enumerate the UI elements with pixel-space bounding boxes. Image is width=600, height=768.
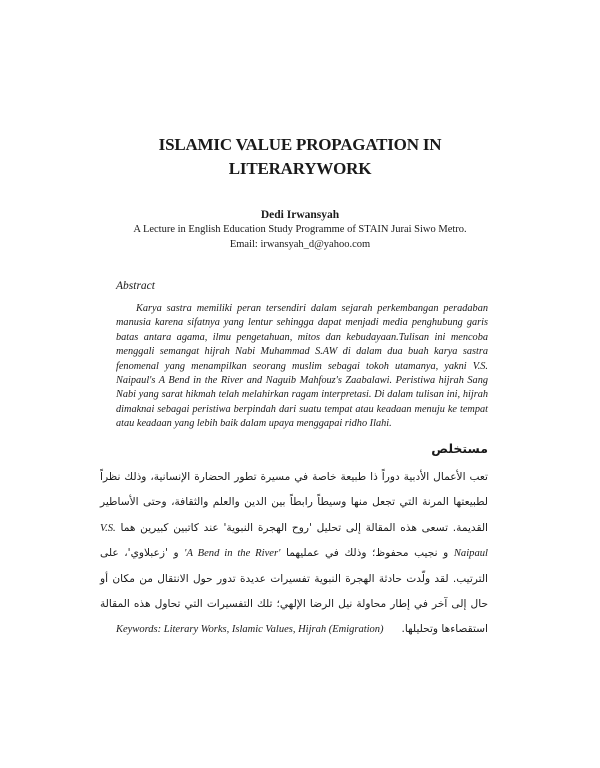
arabic-abstract-latin-author: V.S. Naipaul (100, 522, 488, 560)
author-name: Dedi Irwansyah (260, 209, 340, 221)
title-line-2: LITERARYWORK (228, 159, 372, 178)
arabic-abstract-body (100, 465, 488, 643)
keywords: Keywords: Literary Works, Islamic Values, Hijrah (Emigration) (116, 624, 384, 635)
author-affiliation: A Lecture in English Education Study Programme of STAIN Jurai Siwo Metro. (133, 224, 467, 235)
arabic-abstract-latin-title: 'A Bend in the River' (184, 548, 281, 560)
abstract-heading: Abstract (116, 280, 155, 292)
paper-title (60, 133, 540, 181)
arabic-abstract-part-3: و 'زعبلاوي'، على الترتيب. لقد ولّدت حادثة الهجرة النبوية تفسيرات عديدة تدور حول الانتقال من مكان أو حال إلى آخر في إطار محاولة نيل الرضا الإلهي؛ تلك التفسيرات التي تحاول هذه المقالة استقصاءها وتحليلها. (100, 547, 488, 636)
abstract-body: Karya sastra memiliki peran tersendiri dalam sejarah perkembangan peradaban manusia karena sifatnya yang lentur sehingga dapat menjadi media penghubung garis batas antara agama, ilmu pengetahuan, mitos dan kebudayaan.Tulisan ini mencoba menggali semangat hijrah Nabi Muhammad S.AW di dalam dua buah karya sastra fenomenal yang menampilkan seorang muslim sebagai tokoh utamanya, yakni V.S. Naipaul's A Bend in the River and Naguib Mahfouz's Zaabalawi. Peristiwa hijrah Sang Nabi yang sarat hikmah telah melahirkan ragam interpretasi. Di dalam tulisan ini, hijrah dimaknai sebagai peristiwa berpindah dari suatu tempat atau keadaan menuju ke tempat atau keadaan yang lebih baik dalam upaya menggapai ridho Ilahi. (116, 303, 488, 430)
title-line-1: ISLAMIC VALUE PROPAGATION IN (158, 135, 442, 154)
arabic-abstract-heading: مستخلص (431, 441, 488, 456)
author-email: Email: irwansyah_d@yahoo.com (229, 239, 371, 250)
arabic-abstract-part-2: و نجيب محفوظ؛ وذلك في عمليهما (286, 547, 449, 560)
arabic-abstract-part-1: تعب الأعمال الأدبية دوراً ذا طبيعة خاصة في مسيرة تطور الحضارة الإنسانية، وذلك نظراً لطبيعتها المرنة التي تجعل منها وسيطاً رابطاً بين الدين والعلم والثقافة، وحتى الأساطير القديمة. تسعى هذه المقالة إلى تحليل 'روح الهجرة النبوية' عند كاتبين كبيرين هما (100, 471, 488, 534)
